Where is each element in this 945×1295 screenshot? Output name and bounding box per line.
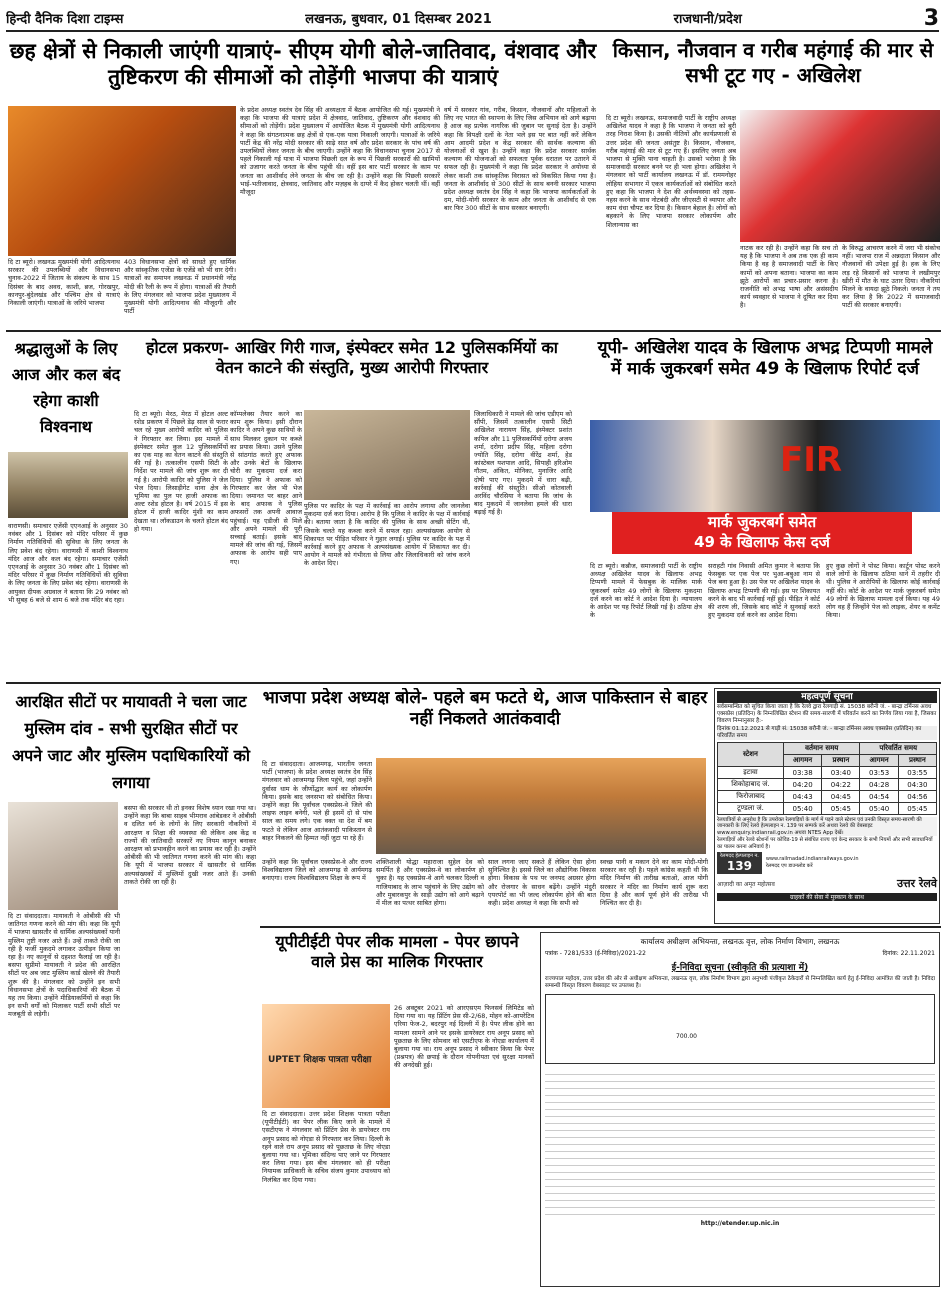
rail-website: www.railmadad.indianrailways.gov.in: [765, 856, 859, 863]
cell: टूण्डला जं.: [718, 803, 784, 815]
col-current: वर्तमान समय: [784, 743, 860, 755]
story6-col2: बसपा की सरकार थी तो इनका विशेष ध्यान रखा गया था। उन्होंने कहा कि बाबा साहब भीमराव आंबेडकर ने ओबीसी व दलित वर्ग के लोगों के लिए सरकारी नौकरियों में आरक्षण व शिक्षा की व्यवस्था की लेकिन अब केंद्र व राज्यों की जातिवादी सरकारें नए नियम कानून बनाकर आरक्षण को प्रभावहीन करने का प्रयास कर रही है। उन्होंने ओबीसी की भी जातिगत गणना करने की मांग की। कहा कि यूपी में भाजपा सरकार में खासतौर से धार्मिक अल्पसंख्यकों में मुस्लिमों दुखी नजर आते हैं। उनकी ताकते रोकी जा रही है।: [124, 804, 256, 886]
cell: इटावा: [718, 767, 784, 779]
mayawati-photo: [8, 802, 118, 910]
col-station: स्टेशन: [718, 743, 784, 767]
story7-headline: भाजपा प्रदेश अध्यक्ष बोले- पहले बम फटते थे, आज पाकिस्तान से बाहर नहीं निकलते आतंकवादी: [262, 688, 708, 730]
tender-body: राज्यपाल महोदय, उत्तर प्रदेश की ओर से अधीक्षण अभियन्ता, लखनऊ वृत्त, लोक निर्माण विभाग द्वारा अनुभवी पंजीकृत ठेकेदारों से निम्नलिखित कार्य हेतु ई-निविदा आमंत्रित की जाती है। निविदा सम्बन्धी विस्तृत विवरण वेबसाइट पर उपलब्ध है।: [545, 976, 935, 990]
rail-note1: रेलयात्रियों से अनुरोध है कि उपरोक्त रेलगाड़ियों के मार्ग में पड़ने वाले स्टेशन एवं उनकी विस्तृत समय-सारणी की जानकारी के लिए रेलवे हेल्पलाइन न. 139 पर सम्पर्क करें अथवा रेलवे की वेबसाइट www.enquiry.indianrail.gov.in अथवा NTES App देखें।: [717, 817, 937, 836]
divider: [260, 926, 941, 928]
story3-headline: श्रद्धालुओं के लिए आज और कल बंद रहेगा काशी विश्वनाथ: [11, 339, 121, 436]
cell: 03:55: [898, 767, 936, 779]
uptet-photo: [262, 1004, 390, 1108]
story1-col1: दि टा ब्यूरो। लखनऊ मुख्यमंत्री योगी आदित्यनाथ सरकार की उपलब्धियों और विधानसभा चुनाव-2022 में जिताय के संकल्प के साथ 15 दिसंबर के बाद अवध, काशी, ब्रज, गोरखपुर, कानपुर-बुंदेलखंड और पश्चिम क्षेत्र से यात्राएं निकाली जाएंगी। यात्राओं के जरिये भाजपा: [8, 258, 120, 308]
story2-col3: के विरुद्ध आचरण करने में जरा भी संकोच नहीं। भाजपा राज में अन्नदाता किसान और नौजवानों की उपेक्षा हुई है। हक के लिए लड़ रहे किसानों को भाजपा ने लखीमपुर खीरी में मौत के घाट उतार दिया। नौकरियां मिलने के वायदा झूठे निकले। जनता ने तय कर लिया है कि 2022 में समाजवादी पार्टी की सरकार बनाएगी।: [842, 244, 940, 310]
divider: [6, 330, 941, 332]
rail-tagline: ग्राहकों की सेवा में मुस्कान के साथ: [717, 893, 937, 901]
subcol: प्रस्थान: [822, 755, 860, 767]
table-row: [718, 767, 937, 779]
tender-notice: [540, 932, 940, 1287]
story7-col5: स्वच्छ पानी व मकान देने का काम मोदी-योगी सरकार कर रही है। पहले कांग्रेस कहती थी कि मंदिर निर्माण की तारीख बताओ, आज योगी सरकार ने मंदिर का निर्माण कार्य शुरू करा दिया है और कार्य पूर्ण होने की तारीख भी निश्चित कर दी है।: [600, 858, 708, 908]
fir-caption-line1: मार्क जुकरबर्ग समेत: [707, 513, 817, 531]
story5-col1: दि टा ब्यूरो। कन्नौज, समाजवादी पार्टी के राष्ट्रीय अध्यक्ष अखिलेश यादव के खिलाफ अभद्र टिप्पणी मामले में फेसबुक के मालिक मार्क जुकरबर्ग समेत 49 लोगों के खिलाफ मुकदमा दर्ज करने का कोर्ट ने आदेश दिया है। न्यायालय के आदेश पर यह रिपोर्ट लिखी गई है। ठठिया क्षेत्र के: [590, 562, 702, 620]
cell: 04:20: [784, 779, 822, 791]
story5-headline: यूपी- अखिलेश यादव के खिलाफ अभद्र टिप्पणी मामले में मार्क जुकरबर्ग समेत 49 के खिलाफ रिपोर्ट दर्ज: [597, 338, 933, 380]
fir-collage-photo: [590, 420, 940, 512]
story8-col2: 26 अक्टूबर 2021 को आरएसएम फिनसर्व लिमिटेड को दिया गया था। यह प्रिंटिंग प्रेस सी-2/68, मोहन को-आपरेटिव एरिया फेज-2, बदरपुर नई दिल्ली में है। पेपर लीक होने का मामला सामने आने पर इसके डायरेक्टर राय अनूप प्रसाद को पूछताछ के लिए सोमवार को एसटीएफ के नोएडा कार्यालय में बुलाया गया था। राय अनूप प्रसाद ने स्वीकार किया कि पेपर (प्रश्नपत्र) की छपाई के दौरान गोपनीयता एवं सुरक्षा मानकों की अनदेखी हुई।: [394, 1004, 534, 1070]
story2-col1: दि टा ब्यूरो। लखनऊ, समाजवादी पार्टी के राष्ट्रीय अध्यक्ष अखिलेश यादव ने कहा है कि भाजपा ने जनता को बुरी तरह निराश किया है। उसकी नीतियों और कार्यप्रणाली से उत्तर प्रदेश की जनता असंतुष्ट है। किसान, नौजवान, गरीब महंगाई की मार से टूट गए हैं। इसलिए जनता अब भाजपा से मुक्ति पाना चाहती है। उसको भरोसा है कि समाजवादी सरकार बनने पर ही भला होगा। अखिलेश ने मंगलवार को पार्टी कार्यालय लखनऊ में डॉ. राममनोहर लोहिया सभागार में एकत्र कार्यकर्ताओं को संबोधित करते हुए कहा कि भाजपा ने देश की अर्थव्यवस्था को तहस-नहस करने के साथ नोटबंदी और जीएसटी से व्यापार और काम धंधा चौपट कर दिया है। किसान बेहाल है। लोगों को बहकाने के लिए भाजपा सरकार लोकार्पण और शिलान्यास का: [606, 114, 736, 229]
cell: 04:45: [822, 791, 860, 803]
story4-col2: कॉम्पलेक्स तैयार करने का काम शुरू किया। इसी दौरान कादिर ने अपने कुछ साथियों के साथ मिलकर दुकान पर कब्जे का प्रयास किया। उसने पुलिस से सांठगांठ करते हुए अफाक और उनके बेटों के खिलाफ चोरी का मुकदमा दर्ज करा दिया। पुलिस ने अफाक को गिरफ्तार कर जेल भी भेज दिया। जमानत पर बाहर आने के बाद अफाक ने पुलिस अफसरों तक अपनी आवाज पहुंचाई। यह एडीजी से मिले और अपने मामले की पूरी सच्चाई बताई। इसके बाद मामले की जांच की गई, जिसमें अफाक के आरोप सही पाए गए।: [230, 410, 302, 566]
story3-body: वाराणसी। समाचार एजेंसी एएनआई के अनुसार 30 नवंबर और 1 दिसंबर को मंदिर परिसर में कुछ निर्माण गतिविधियों की सुविधा के लिए जनता के लिए प्रवेश बंद रहेगा। वाराणसी में काशी विश्वनाथ मंदिर आज और कल बंद रहेगा। समाचार एजेंसी एएनआई के अनुसार 30 नवंबर और 1 दिसंबर को मंदिर परिसर में कुछ निर्माण गतिविधियों की सुविधा के लिए जनता के लिए प्रवेश बंद रहेगा। वाराणसी के आयुक्त दीपक अग्रवाल ने बताया कि 29 नवंबर को भी सुबह 6 बजे से शाम 6 बजे तक मंदिर बंद रहा।: [8, 522, 128, 604]
story8-headline: यूपीटीईटी पेपर लीक मामला - पेपर छापने वाले प्रेस का मालिक गिरफ्तार: [275, 932, 519, 971]
kashi-temple-photo: [8, 452, 128, 518]
masthead: [6, 6, 939, 32]
subcol: आगमन: [860, 755, 898, 767]
story2-headline: किसान, नौजवान व गरीब महंगाई की मार से सभी टूट गए - अखिलेश: [612, 38, 934, 87]
akhilesh-photo: [740, 110, 940, 242]
story5-col3: हुए कुछ लोगों ने पोस्ट किया। कार्टून पोस्ट करने वाले लोगों के खिलाफ ठठिया थाने में तहरीर दी थी। पुलिस ने आरोपियों के खिलाफ कोई कार्रवाई नहीं की। कोर्ट के आदेश पर मार्क जुकरबर्ग समेत 49 लोगों के खिलाफ मामला दर्ज किया। यह 49 लोग वह हैं जिन्होंने पेज को लाइक, शेयर व कमेंट किया।: [826, 562, 940, 620]
fir-label: FIR: [780, 440, 843, 480]
story7-col3: शक्तिशाली योद्धा महाराजा सुहेल देव को समर्पित है और एक्सप्रेस-वे का लोकार्पण हो चुका है। यह एक्सप्रेस-वे आगे चलकर दिल्ली व गाजियाबाद के लाभ पहुंचाने के लिए उद्योग को और मुबारकपुर के साड़ी उद्योग को आगे बढ़ाने में मील का पत्थर साबित होगा।: [376, 858, 484, 908]
table-row: [718, 803, 937, 815]
story1-headline: छह क्षेत्रों से निकाली जाएंगी यात्राएं- सीएम योगी बोले-जातिवाद, वंशवाद और तुष्टिकरण की सीमाओं को तोड़ेंगी भाजपा की यात्राएं: [9, 39, 597, 90]
story1-col4: वर्ष में सरकार गांव, गरीब, किसान, नौजवानों और महिलाओं के लिए नए भारत की स्थापना के लिए जिस अभियान को आगे बढ़ाया है आज वह प्रत्येक नागरिक की जुबान पर सुनाई देता है। उन्होंने कहा कि विपक्षी दलों के नेता भले इस पर बात नहीं करें लेकिन आम आदमी प्रदेश व केंद्र सरकार की सार्थक कल्याण की योजनाओं से खुश है। उन्होंने कहा कि प्रदेश सरकार सार्थक कल्याण की योजनाओं को सफलता पूर्वक धरातल पर उतारने में सफल रही है। मुख्यमंत्री ने कहा कि प्रदेश सरकार ने अयोध्या से लेकर काशी तक सांस्कृतिक विरासत को विकसित किया गया है। जनता के आशीर्वाद से 300 सीटों के साथ बननी सरकार भाजपा प्रदेश अध्यक्ष स्वतंत्र देव सिंह ने कहा कि भाजपा कार्यकर्ताओं के दम, मोदी-योगी सरकार के काम और जनता के आशीर्वाद से एक बार फिर 300 सीटों के साथ सरकार बनाएगी।: [444, 106, 596, 213]
rail-notice-intro: सर्वसम्बन्धित को सूचित किया जाता है कि रेलवे द्वारा रेलगाड़ी सं. 15038 बरौनी जं. - बान्द्रा टर्मिनस अवध एक्सप्रेस (प्रतिदिन) के निम्नलिखित स्टेशन की समय-सारणी में परिवर्तन करने का निर्णय लिया गया है, जिसका विवरण निम्नानुसार है:-: [717, 704, 937, 724]
fir-caption-banner: [612, 512, 912, 554]
story5-col2: सराहटी गांव निवासी अमित कुमार ने बताया कि फेसबुक पर एक पेज पर भुआ-बबुआ नाम से पेज बना हुआ है। उस पेज पर अखिलेश यादव के खिलाफ अभद्र टिप्पणी की गई। इस पर शिकायत करने के बाद भी कार्रवाई नहीं हुई। पीड़ित ने कोर्ट की शरण ली, जिसके बाद कोर्ट ने सुनवाई करते हुए मुकदमा दर्ज करने का आदेश दिया।: [708, 562, 820, 620]
rail-notice-heading: महत्वपूर्ण सूचना: [717, 691, 937, 703]
rail-timetable: [717, 742, 937, 815]
hotel-photo: [304, 410, 470, 500]
cell: 04:28: [860, 779, 898, 791]
tender-website[interactable]: http://etender.up.nic.in: [700, 1220, 780, 1228]
bjp-rally-photo: [376, 758, 706, 854]
cell: 05:40: [784, 803, 822, 815]
tender-table: [545, 994, 935, 1064]
northern-railway-name: उत्तर रेलवे: [896, 877, 937, 891]
fir-caption-line2: 49 के खिलाफ केस दर्ज: [694, 533, 830, 551]
story4-col3: पुलिस पर कादिर के पक्ष में कार्रवाई का आरोप लगाया और जानलेवा मुकदमा दर्ज करा दिया। आरोप है कि पुलिस ने कादिर के पक्ष में कार्रवाई की। बताया जाता है कि कादिर की पुलिस के साथ अच्छी सेटिंग थी, जिसके चलते यह कब्जा करने में सफल रहा। अल्पसंख्यक आयोग से शिकायत पर पीड़ित परिवार ने गुहार लगाई। पुलिस पर कादिर के पक्ष में कार्रवाई करने हुए अफाक ने अल्पसंख्यक आयोग में शिकायत कर दी। आयोग ने मामले को गंभीरता से लिया और जिलाधिकारी को जांच करने के आदेश दिए।: [304, 502, 470, 568]
subcol: आगमन: [784, 755, 822, 767]
table-row: [718, 791, 937, 803]
newspaper-name: हिन्दी दैनिक दिशा टाइम्स: [6, 12, 124, 27]
subcol: प्रस्थान: [898, 755, 936, 767]
rail-note2: रेलगाड़ियों और रेलवे स्टेशनों पर कोविड-19 से संबंधित राज्य एवं केन्द्र सरकार के सभी नियमों और सभी सावधानियों का पालन करना अनिवार्य है।: [717, 837, 933, 850]
tender-terms: [545, 1068, 935, 1218]
col-revised: परिवर्तित समय: [860, 743, 937, 755]
azadi-logo: आज़ादी का अमृत महोत्सव: [717, 880, 775, 888]
tender-ref: पत्रांक - 7281/533 (ई-निविदा)/2021-22: [545, 950, 646, 957]
cell: 04:30: [898, 779, 936, 791]
divider: [6, 682, 941, 684]
story8-col1: दि टा संवाददाता। उत्तर प्रदेश शिक्षक पात्रता परीक्षा (यूपीटीईटी) का पेपर लीक किए जाने के मामले में एसटीएफ ने मंगलवार को प्रिंटिंग प्रेस के डायरेक्टर राय अनूप प्रसाद को नोएडा से गिरफ्तार कर लिया। दिल्ली के रहने वाले राय अनूप प्रसाद को पूछताछ के लिए नोएडा बुलाया गया था। भूमिका संदिग्ध पाए जाने पर गिरफ्तार कर लिया गया। इस बीच मंगलवार को ही परीक्षा नियामक प्राधिकारी के सचिव संजय कुमार उपाध्याय को निलंबित कर दिया गया।: [262, 1110, 390, 1184]
cell: 05:45: [822, 803, 860, 815]
story4-col4: जिलाधिकारी ने मामले की जांच एडीएम को सौंपी, जिसमें तत्कालीन एसपी सिटी अखिलेश नारायण सिंह, इंस्पेक्टर प्रशांत कपिल और 11 पुलिसकर्मियों दरोगा अजय शर्मा, दरोगा प्रदीप सिंह, महिला दरोगा ज्योति सिंह, दरोगा वीरेंद्र शर्मा, हेड कांस्टेबल यशपाल आदि, सिपाही हरिओम गौतम, अंकित, मोनिका, मुनाजिर आदि दोषी पाए गए। मुकदमे में धारा बढ़ी, कार्रवाई की संस्तुति। सीओ कोतवाली अरविंद चौरसिया ने बताया कि जांच के बाद मुकदमे में जानलेवा हमले की धारा बढ़ाई गई है।: [474, 410, 572, 517]
page-number: 3: [923, 6, 939, 31]
story6-headline: आरक्षित सीटों पर मायावती ने चला जाट मुस्लिम दांव - सभी सुरक्षित सीटों पर अपने जाट और मुस्लिम पदाधिकारियों को लगाया: [11, 692, 251, 792]
helpline-number: 139: [726, 859, 752, 874]
rail-notice-sub: दिनांक 01.12.2021 से गाड़ी सं. 15038 बरौनी जं. - बान्द्रा टर्मिनस अवध एक्सप्रेस (प्रतिदिन) का परिवर्तित समय: [717, 726, 937, 740]
cell: 04:56: [898, 791, 936, 803]
story4-headline: होटल प्रकरण- आखिर गिरी गाज, इंस्पेक्टर समेत 12 पुलिसकर्मियों का वेतन काटने की संस्तुति, मुख्य आरोपी गिरफ्तार: [146, 338, 558, 377]
tender-date: दिनांक: 22.11.2021: [882, 950, 935, 957]
cell: 04:22: [822, 779, 860, 791]
cell: 03:40: [822, 767, 860, 779]
cell: फिरोजाबाद: [718, 791, 784, 803]
railway-notice: [714, 688, 940, 924]
story2-col2: नाटक कर रही है। उन्होंने कहा कि सच तो यह है कि भाजपा ने अब तक एक ही काम किया है वह है समाजवादी पार्टी के किए कामों को अपना बताना। भाजपा का काम झूठे आरोपों का प्रचार-प्रसार करना है। राजनीति को अभद्र भाषा और असंसदीय कार्य व्यवहार से भाजपा ने दूषित कर दिया है।: [740, 244, 838, 310]
helpline-label: रेलमदद हेल्पलाइन न.: [720, 853, 759, 860]
uptet-sign: UPTET शिक्षक पात्रता परीक्षा: [268, 1055, 372, 1065]
section-name: राजधानी/प्रदेश: [673, 12, 742, 27]
cell: 05:40: [860, 803, 898, 815]
story1-col2: 403 विधानसभा क्षेत्रों को साधते हुए धार्मिक और सांस्कृतिक एजेंडा के एजेंडे को भी धार देगी। यात्राओं का समापन लखनऊ में प्रधानमंत्री नरेंद्र मोदी की रैली के रूप में होगा। यात्राओं की तैयारी के लिए मंगलवार को भाजपा प्रदेश मुख्यालय में मुख्यमंत्री योगी आदित्यनाथ की मौजूदगी और पार्टी: [124, 258, 236, 316]
table-row: [718, 779, 937, 791]
cell: 04:54: [860, 791, 898, 803]
story4-col1: दि टा ब्यूरो। मेरठ, मेरठ में होटल अल्ट रशेड प्रकरण में पिछले डेढ़ साल से फरार चल रहे मुख्य आरोपी कादिर को पुलिस ने गिरफ्तार कर लिया। इस मामले में इंस्पेक्टर समेत कुल 12 पुलिसकर्मियों का एक माह का वेतन काटने की संस्तुति की गई है। तत्कालीन एसपी सिटी के निर्देश पर मामले की जांच शुरू कर दी गई है। आरोपी कादिर को पुलिस ने जेल भेज दिया। लिसाड़ीगेट थाना क्षेत्र के भूमिया का पुल पर हाजी अफाक का अल्ट रशेड होटल है। वर्ष 2015 में इस होटल में हाजी कादिर मुंशी का काम देखता था। लॉकडाउन के चलते होटल बंद हो गया।: [134, 410, 228, 533]
story7-col4: साल लगना जाए सकते हैं लेकिन ऐसा होना सुनिश्चित है। इससे जिले का औद्योगिक विकास होगा। विकास के पथ पर जनपद अग्रसर होगा और रोजगार के साधन बढ़ेंगे। उन्होंने मंदुरी एयरपोर्ट का भी जल्द लोकार्पण होने की बात कही। प्रदेश अध्यक्ष ने कहा कि सभी को: [488, 858, 596, 908]
dateline: लखनऊ, बुधवार, 01 दिसम्बर 2021: [305, 12, 492, 27]
cell: 03:53: [860, 767, 898, 779]
story7-col1: दि टा संवाददाता। आजमगढ़, भारतीय जनता पार्टी (भाजपा) के प्रदेश अध्यक्ष स्वतंत्र देव सिंह मंगलवार को आजमगढ़ जिला पहुंचे, जहां उन्होंने दुर्वासा धाम के जीर्णोद्धार कार्य का लोकार्पण किया। इसके बाद जनसभा को संबोधित किया। उन्होंने कहा कि पूर्वांचल एक्सप्रेस-वे जिले की लाइफ लाइन बनेगी, भले ही इसमें दो से पांच साल का समय लगे। एक वक्त था देश में बम फटते थे लेकिन आज आतंकवादी पाकिस्तान से बाहर निकलने की हिम्मत नहीं जुटा पा रहे हैं।: [262, 760, 372, 842]
cell: शिकोहाबाद जं.: [718, 779, 784, 791]
rail-app-line: रेलमदद एप डाउनलोड करें: [765, 863, 813, 870]
cell: 05:45: [898, 803, 936, 815]
story6-col1: दि टा संवाददाता। मायावती ने ओबीसी की भी जातिगत गणना करने की मांग की। कहा कि यूपी में भाजपा खासतौर से धार्मिक अल्पसंख्यकों यानी मुस्लिम तुष्टी नजर आते हैं। उन्हें ताकते रोकी जा रही है फर्जी मुकदमे लगाकर उत्पीड़न किया जा रहा है। नए कानूनों से दहशत फैलाई जा रही है। बसपा सुप्रीमो मायावती ने प्रदेश की आरक्षित सीटों पर अब जाट मुस्लिम कार्ड खेलने की तैयारी शुरू की है। मंगलवार को उन्होंने इन सभी विधानसभा क्षेत्रों के पदाधिकारियों की बैठक में यह तय किया। उन्होंने मीडियाकर्मियों से कहा कि इन सभी वर्गों को मिलाकर पार्टी सभी सीटों पर मजबूती से लड़ेगी।: [8, 912, 120, 1019]
yogi-photo: [8, 106, 236, 256]
cell: 03:38: [784, 767, 822, 779]
story7-col2: उन्होंने कहा कि पूर्वांचल एक्सप्रेस-वे और राज्य विश्वविद्यालय जिले को आजमगढ़ से आर्यमगढ़ बनाएगा। राज्य विश्वविद्यालय शिक्षा के रूप में: [262, 858, 372, 883]
tender-amount: 700.00: [676, 1033, 697, 1041]
cell: 04:43: [784, 791, 822, 803]
tender-title: ई-निविदा सूचना (स्वीकृति की प्रत्याशा में): [671, 963, 809, 973]
story1-col3: के प्रदेश अध्यक्ष स्वतंत्र देव सिंह की अध्यक्षता में बैठक आयोजित की गई। मुख्यमंत्री ने कहा कि भाजपा की यात्राएं प्रदेश में क्षेत्रवाद, जातिवाद, तुष्टिकरण और वंशवाद की सीमाओं को तोड़ेंगी। प्रदेश मुख्यालय में आयोजित बैठक में मुख्यमंत्री योगी आदित्यनाथ ने कहा कि संगठनात्मक छह क्षेत्रों से एक-एक यात्रा निकाली जाएगी। यात्राओं के जरिये पार्टी केंद्र की नरेंद्र मोदी सरकार की साढ़े सात वर्ष और प्रदेश सरकार के पांच वर्ष की उपलब्धियों लेकर जनता के बीच जाएगी। उन्होंने कहा कि विधानसभा चुनाव 2017 से पहले निकाली गई यात्रा में भाजपा पिछली दल के रूप में पिछली सरकारों की खामियों को उजागर करते जनता के बीच पहुंची थी। वहीं इस बार पार्टी सरकार के काम पर जनता का आशीर्वाद लेने जनता के बीच जा रही है। उन्होंने कहा कि पिछली सरकारें भाई-भतीजावाद, क्षेत्रवाद, जातिवाद और मज़हब के दायरे में कैद होकर चलती थीं। वहीं मौजूदा: [240, 106, 440, 197]
tender-office: कार्यालय अधीक्षण अभियन्ता, लखनऊ वृत्त, लोक निर्माण विभाग, लखनऊ: [640, 937, 840, 946]
